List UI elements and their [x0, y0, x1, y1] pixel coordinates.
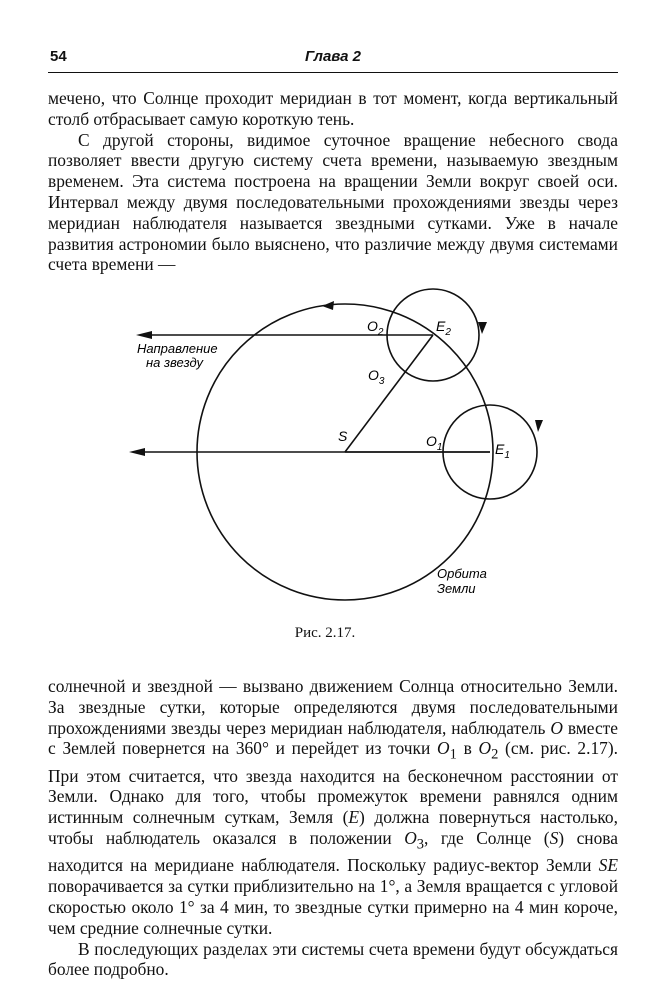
paragraph: мечено, что Солнце проходит меридиан в тот момент, когда вертикальный столб отбрасывает самую короткую тень.: [48, 88, 618, 129]
label-direction: Направление: [137, 341, 218, 356]
arrowhead: [136, 331, 152, 339]
label-e2: $E_2$: [436, 318, 451, 338]
chapter-title: Глава 2: [304, 48, 362, 65]
text-block-bottom: [48, 676, 618, 980]
paragraph: С другой стороны, видимое суточное вращение небесного свода позволяет ввести другую систему счета времени, называемую звездным временем. Эта система построена на вращении Земли вокруг своей оси. Интервал между двумя последовательными прохождениями звезды через меридиан наблюдателя называется звездными сутками. Уже в начале развития астрономии было выяснено, что различие между двумя системами счета времени —: [48, 129, 618, 275]
text-block-top: [48, 88, 618, 275]
label-o3: $O_3$: [368, 367, 385, 387]
page-header: [48, 48, 618, 73]
figure-2-17: [100, 270, 570, 630]
label-o1: $O_1$: [426, 433, 443, 453]
radius-vector-se2: [345, 335, 433, 452]
paragraph: солнечной и звездной — вызвано движением Солнца относительно Земли. За звездные сутки, которые определяются двумя последовательными прохождениями звезды через меридиан наблюдателя, наблюдатель O вместе с Землей повернется на 360° и перейдет из точки $O_1$ в $O_2$ (см. рис. 2.17). При этом считается, что звезда находится на бесконечном расстоянии от Земли. Однако для того, чтобы промежуток времени равнялся одним истинным солнечным суткам, Земля (E) должна повернуться настолько, чтобы наблюдатель оказался в положении $O_3$, где Солнце (S) снова находится на меридиане наблюдателя. Поскольку радиус-вектор Земли SE поворачивается за сутки приблизительно на 1°, а Земля вращается с угловой скоростью около 1° за 4 мин, то звездные сутки примерно на 4 мин короче, чем средние солнечные сутки.: [48, 676, 619, 938]
paragraph: В последующих разделах эти системы счета времени будут обсуждаться более подробно.: [48, 938, 618, 980]
page-number: 54: [50, 48, 67, 65]
label-direction: на звезду: [146, 355, 204, 370]
label-orbit: Земли: [437, 581, 476, 596]
orbit-arrow-icon: [322, 301, 334, 310]
label-s: S: [338, 428, 348, 444]
arrowhead: [129, 448, 145, 456]
label-e1: $E_1$: [495, 441, 510, 461]
label-orbit: Орбита: [437, 566, 487, 581]
rotation-arrow-icon: [535, 420, 543, 432]
figure-caption: Рис. 2.17.: [294, 625, 356, 641]
label-o2: $O_2$: [367, 318, 384, 338]
